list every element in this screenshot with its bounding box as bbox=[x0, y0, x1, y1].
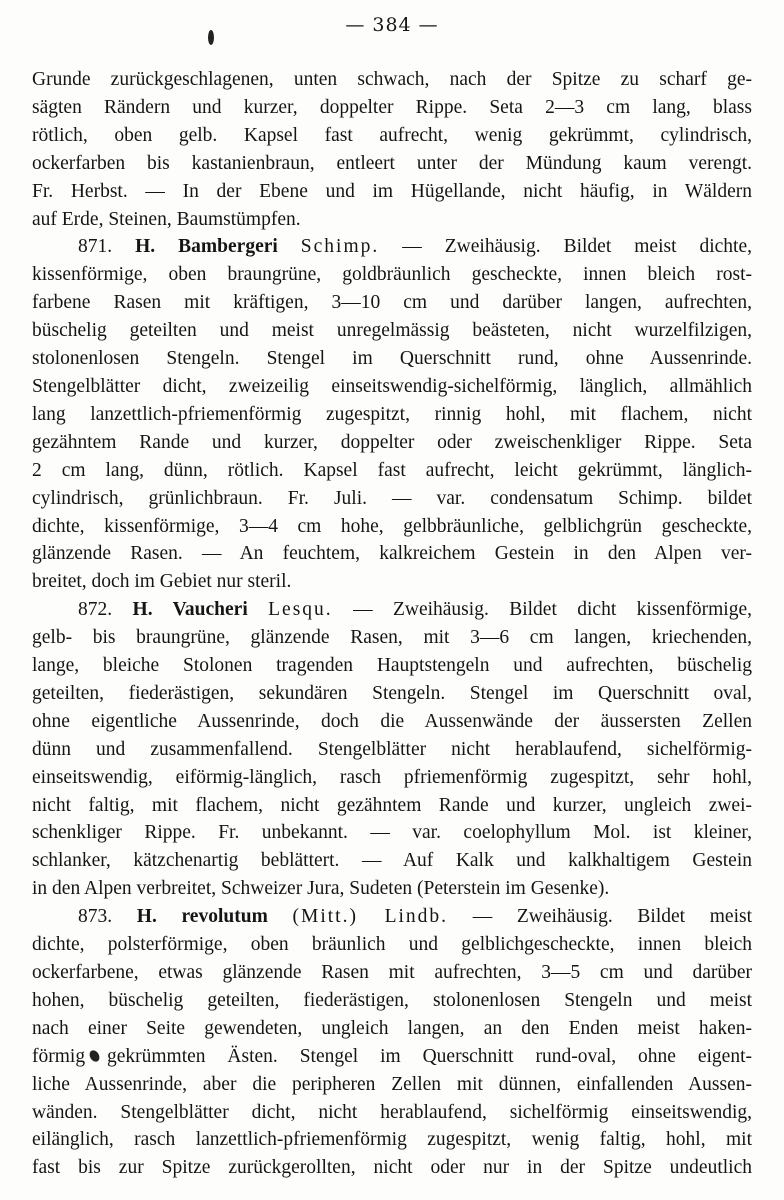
text-line: lange, bleiche Stolonen tragenden Hauptstengeln und aufrechten, büschelig bbox=[32, 655, 752, 677]
text-line: sägten Rändern und kurzer, doppelter Rippe. Seta 2—3 cm lang, blass bbox=[32, 96, 752, 118]
entry-number: 871. bbox=[78, 236, 113, 258]
text-line: dichte, kissenförmige, 3—4 cm hohe, gelbbräunliche, gelblichgrün gescheckte, bbox=[32, 515, 752, 537]
text-line: auf Erde, Steinen, Baumstümpfen. bbox=[32, 208, 301, 230]
text-line: nicht faltig, mit flachem, nicht gezähntem Rande und kurzer, ungleich zwei- bbox=[32, 794, 752, 816]
text-line: rötlich, oben gelb. Kapsel fast aufrecht, wenig gekrümmt, cylindrisch, bbox=[32, 124, 752, 146]
text-line: Fr. Herbst. — In der Ebene und im Hügellande, nicht häufig, in Wäldern bbox=[32, 180, 752, 202]
text-line: schlanker, kätzchenartig beblättert. — Auf Kalk und kalkhaltigem Gestein bbox=[32, 850, 752, 872]
text-line: wänden. Stengelblätter dicht, nicht herablaufend, sichelförmig einseitswendig, bbox=[32, 1101, 752, 1123]
entry-number: 872. bbox=[78, 599, 113, 621]
page-number-header: — 384 — bbox=[345, 14, 439, 36]
text-line: lang lanzettlich-pfriemenförmig zugespitzt, rinnig hohl, mit flachem, nicht bbox=[32, 403, 752, 425]
text-line: liche Aussenrinde, aber die peripheren Zellen mit dünnen, einfallenden Aussen- bbox=[32, 1073, 752, 1095]
text-line: dünn und zusammenfallend. Stengelblätter nicht herablaufend, sichelförmig- bbox=[32, 738, 752, 760]
text-line: geteilten, fiederästigen, sekundären Stengeln. Stengel im Querschnitt oval, bbox=[32, 682, 752, 704]
text-line: gezähntem Rande und kurzer, doppelter oder zweischenkliger Rippe. Seta bbox=[32, 431, 752, 453]
species-name: H. revolutum bbox=[136, 906, 268, 928]
text-line: dichte, polsterförmige, oben bräunlich und gelblichgescheckte, innen bleich bbox=[32, 934, 752, 956]
text-line: förmig gekrümmten Ästen. Stengel im Querschnitt rund-oval, ohne eigent- bbox=[32, 1045, 752, 1067]
entry-heading-872 bbox=[32, 596, 752, 624]
species-author: (Mitt.) Lindb. bbox=[292, 906, 449, 928]
text-line: 2 cm lang, dünn, rötlich. Kapsel fast aufrecht, leicht gekrümmt, länglich- bbox=[32, 459, 752, 481]
text-line: ockerfarbene, etwas glänzende Rasen mit aufrechten, 3—5 cm und darüber bbox=[32, 962, 752, 983]
ink-speck bbox=[208, 30, 214, 45]
species-author: Schimp. bbox=[300, 236, 380, 258]
text-line: in den Alpen verbreitet, Schweizer Jura, Sudeten (Peterstein im Gesenke). bbox=[32, 878, 610, 900]
text-line: ohne eigentliche Aussenrinde, doch die Aussenwände der äussersten Zellen bbox=[32, 710, 752, 732]
species-name: H. Bambergeri bbox=[135, 236, 278, 258]
entry-lead: — Zweihäusig. Bildet meist bbox=[448, 906, 752, 928]
text-line: büschelig geteilten und meist unregelmässig beästeten, nicht wurzelfilzigen, bbox=[32, 320, 752, 342]
entry-heading-873 bbox=[32, 903, 752, 931]
entry-heading-871 bbox=[32, 233, 752, 261]
text-line: gelb- bis braungrüne, glänzende Rasen, mit 3—6 cm langen, kriechenden, bbox=[32, 627, 752, 649]
text-line: einseitswendig, eiförmig-länglich, rasch pfriemenförmig zugespitzt, sehr hohl, bbox=[32, 766, 752, 788]
text-line: cylindrisch, grünlichbraun. Fr. Juli. — var. condensatum Schimp. bildet bbox=[32, 487, 752, 509]
text-line: hohen, büschelig geteilten, fiederästigen, stolonenlosen Stengeln und meist bbox=[32, 989, 752, 1011]
text-line: glänzende Rasen. — An feuchtem, kalkreichem Gestein in den Alpen ver- bbox=[32, 543, 752, 565]
text-line: Stengelblätter dicht, zweizeilig einseitswendig-sichelförmig, länglich, allmählich bbox=[32, 375, 752, 397]
body-text bbox=[32, 66, 752, 1182]
entry-number: 873. bbox=[78, 906, 113, 928]
text-line: eilänglich, rasch lanzettlich-pfriemenförmig zugespitzt, wenig faltig, hohl, mit bbox=[32, 1129, 752, 1151]
text-line: nach einer Seite gewendeten, ungleich langen, an den Enden meist haken- bbox=[32, 1017, 752, 1039]
text-line: stolonenlosen Stengeln. Stengel im Querschnitt rund, ohne Aussenrinde. bbox=[32, 348, 752, 370]
text-line: fast bis zur Spitze zurückgerollten, nicht oder nur in der Spitze undeutlich bbox=[32, 1157, 752, 1179]
species-author: Lesqu. bbox=[268, 599, 333, 621]
species-name: H. Vaucheri bbox=[132, 599, 248, 621]
text-line: breitet, doch im Gebiet nur steril. bbox=[32, 571, 292, 593]
text-line: Grunde zurückgeschlagenen, unten schwach, nach der Spitze zu scharf ge- bbox=[32, 69, 752, 90]
text-line: kissenförmige, oben braungrüne, goldbräunlich gescheckte, innen bleich rost- bbox=[32, 264, 752, 286]
text-line: farbene Rasen mit kräftigen, 3—10 cm und darüber langen, aufrechten, bbox=[32, 292, 752, 314]
entry-lead: — Zweihäusig. Bildet dicht kissenförmige, bbox=[332, 599, 753, 621]
text-line: ockerfarben bis kastanienbraun, entleert unter der Mündung kaum verengt. bbox=[32, 152, 752, 174]
entry-lead: — Zweihäusig. Bildet meist dichte, bbox=[379, 236, 753, 258]
text-line: schenkliger Rippe. Fr. unbekannt. — var. coelophyllum Mol. ist kleiner, bbox=[32, 822, 752, 844]
